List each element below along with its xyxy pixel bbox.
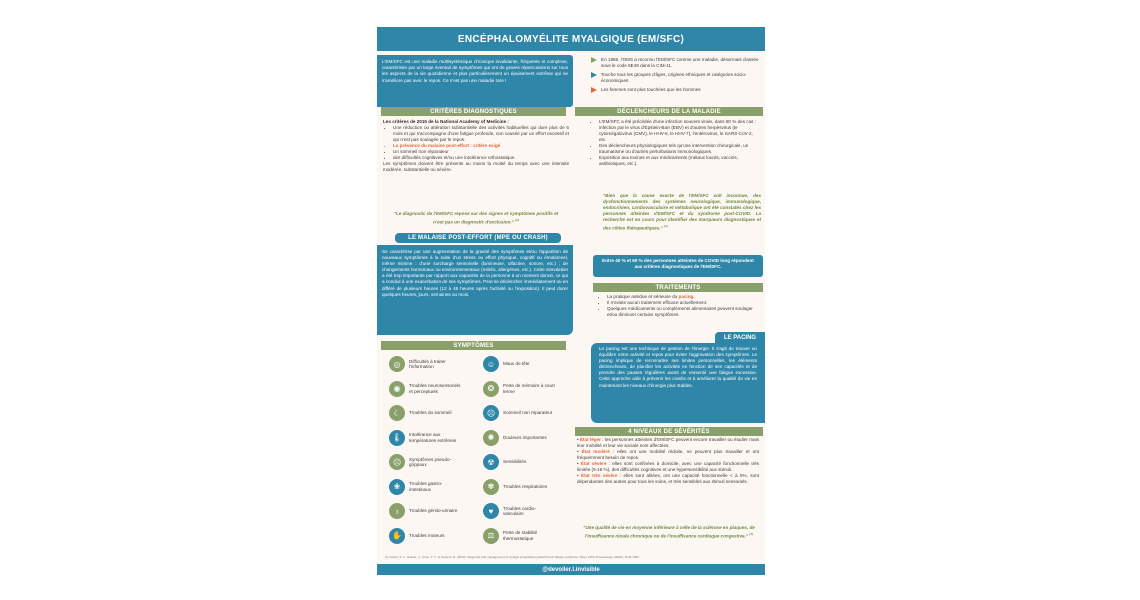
sensitivity-icon: ☢ [483, 454, 499, 470]
criteria-lead: Les critères de 2015 de la National Academy of Medicine : [383, 119, 509, 124]
symptom-item [389, 426, 479, 451]
senses-icon: ◉ [389, 381, 405, 397]
symptom-label: Troubles gastro-intestinaux [409, 481, 443, 492]
symptom-label: Douleurs importantes [503, 434, 547, 440]
symptom-label: Troubles du sommeil [409, 410, 452, 416]
symptom-label: Troubles respiratoires [503, 483, 548, 489]
page-title: ENCÉPHALOMYÉLITE MYALGIQUE (EM/SFC) [377, 27, 765, 51]
symptom-item [389, 524, 479, 549]
intro-box: L'EM/SFC est une maladie multisystémique chronique invalidante, fréquente et complexe, caractérisée par un large éventail de symptômes qui ont de graves répercussions sur tous les aspects de la vie quotidienne et plus particulièrement un épuisement extrême qui ne s'améliore pas avec le repos. Ce n'est pas une maladie rare ! [377, 55, 573, 107]
symptom-item [483, 401, 573, 426]
reference-note: (1) Grach, S. L., Seltzer, J., Chon, T. Y., & Ganesh, R. (2023). Diagnosis and management of myalgic encephalomyelitis/chronic fatigue syndrome. Mayo Clinic Proceedings, 98(10), 1544-1551. [385, 555, 640, 559]
symptom-label: Perte de mémoire à court terme [503, 383, 555, 394]
symptom-item [483, 524, 573, 549]
severity-level: • État léger : les personnes atteintes d'EM/SFC peuvent encore travailler ou étudier mais leur mobilité et leur vie sociale sont affectées. [577, 437, 759, 448]
symptoms-heading: SYMPTÔMES [381, 341, 566, 350]
symptom-label: Sommeil non réparateur [503, 410, 553, 416]
stability-icon: ⚖ [483, 528, 499, 544]
fact-item: Touche tous les groupes d'âges, origines ethniques et catégories socio-économiques. [591, 72, 759, 84]
infographic-poster [377, 27, 765, 575]
symptom-item [389, 475, 479, 500]
symptom-item [389, 499, 479, 524]
criteria-bullet: • La présence du malaise post-effort : critère exigé [393, 143, 569, 149]
symptom-label: Troubles cardio-vasculaire [503, 505, 537, 517]
fact-item: Les femmes sont plus touchées que les hommes [591, 87, 759, 93]
arrow-icon [591, 87, 597, 93]
pacing-heading: LE PACING [715, 332, 765, 343]
treatments-section [597, 294, 757, 318]
mpe-box: Se caractérise par une augmentation de la gravité des symptômes et/ou l'apparition de nouveaux symptômes à la suite d'un stress ou effort physique, cognitif ou émotionnel, même minime : d'une surcharge sensorielle (lumineuse, olfactive, sonore, etc.) ; de changements hormonaux ou environnementaux (météo, allergènes, etc.). Cette stimulation a été trop importante par rapport aux capacités de la personne à un moment donné, ce qui a conduit à une exacerbation de ses symptômes. Peut se déclencher immédiatement ou en différé de plusieurs heures (12 à 48 heures après l'activité ou l'exposition). Il peut durer quelques heures, jours, semaines ou mois. [377, 245, 573, 335]
symptom-label: Difficultés à traiter l'information [409, 358, 446, 370]
criteria-bullet: • Un sommeil non réparateur [393, 149, 569, 155]
treatments-heading: TRAITEMENTS [593, 283, 763, 292]
pain-icon: ✺ [483, 430, 499, 446]
symptom-label: Perte de stabilité thermostatique [503, 530, 538, 541]
brain-icon: ◎ [389, 356, 405, 372]
trigger-bullet: • L'EM/SFC a été précédée d'une infection souvent virale, dans 80 % des cas : infection par le virus d'Epstein-Barr (EBV) et d'autres herpèsvirus (le cytomégalovirus (CMV), le HHV-6, le HHV-7), l'entérovirus, le SARS-CoV-2, etc. [599, 119, 759, 143]
triggers-heading: DÉCLENCHEURS DE LA MALADIE [575, 107, 763, 116]
pacing-box: Le pacing est une technique de gestion de l'énergie. Il s'agit de trouver un équilibre entre activité et repos pour éviter l'aggravation des symptômes. Le pacing implique de reconnaître ses limites personnelles, les éléments déclencheurs, de planifier les activités en fonction de ses capacités et de prendre des pauses régulières avant de ressentir une fatigue excessive. Cette approche aide à prévenir les crashs et à améliorer la qualité de vie en maintenant les niveaux d'énergie plus stables. [591, 343, 765, 423]
criteria-bullet: • Une réduction ou altération substantielle des activités habituelles qui dure plus de 6 mois et qui s'accompagne d'une fatigue profonde, non causée par un effort excessif et qui n'est pas soulagée par le repos. [393, 125, 569, 143]
flu-icon: ☹ [389, 454, 405, 470]
symptoms-left-column [389, 352, 479, 548]
symptom-label: Troubles neurosensoriels et perceptuels [409, 383, 461, 394]
headache-icon: ☺ [483, 356, 499, 372]
symptom-item [483, 352, 573, 377]
symptom-item [389, 401, 479, 426]
covid-box: Entre 40 % et 60 % des personnes atteintes de COVID long répondent aux critères diagnostiques de l'EM/SFC. [593, 255, 763, 277]
symptom-item [483, 426, 573, 451]
arrow-icon [591, 72, 597, 78]
symptom-item [483, 475, 573, 500]
footer-handle: @devoiler.l.invisible [377, 564, 765, 575]
symptom-label: Troubles moteurs [409, 532, 445, 538]
treatment-bullet: • Il n'existe aucun traitement efficace actuellement. [607, 300, 757, 306]
mpe-heading: LE MALAISE POST-EFFORT (MPE OU CRASH) [395, 233, 561, 243]
symptom-item [483, 450, 573, 475]
symptom-item [389, 450, 479, 475]
severity-level: • État modéré : elles ont une mobilité réduite, ne peuvent plus travailler et ont fréquemment besoin de repos. [577, 449, 759, 460]
lungs-icon: ✾ [483, 479, 499, 495]
criteria-quote: "Le diagnostic de l'EM/SFC repose sur des signes et symptômes positifs et n'est pas un diagnostic d'exclusion." $^{(1)}$ [393, 211, 559, 225]
criteria-note: Les symptômes doivent être présents au moins la moitié du temps avec une intensité modérée, substantielle ou sévère. [383, 161, 569, 172]
criteria-bullet: • des difficultés cognitives et/ou une intolérance orthostatique. [393, 155, 569, 161]
treatment-bullet: • La pratique assidue et sérieuse du pacing. [607, 294, 757, 300]
symptom-label: Sensibilités [503, 459, 527, 465]
heart-icon: ♥ [483, 503, 499, 519]
thermometer-icon: 🌡 [389, 430, 405, 446]
symptoms-right-column [483, 352, 573, 548]
symptom-item [483, 377, 573, 402]
severity-quote: "Une qualité de vie en moyenne inférieure à celle de la sclérose en plaques, de l'insuffisance rénale chronique ou de l'insuffisance cardiaque congestive." $^{(1)}$ [583, 525, 755, 539]
pacing-highlight: pacing. [678, 294, 695, 299]
symptom-label: Intolérance aux températures extrêmes [409, 432, 457, 443]
tired-icon: ☹ [483, 405, 499, 421]
fact-item: En 1969, l'OMS a reconnu l'EM/SFC comme une maladie, désormais classée sous le code 8E49 dans la CIM-11. [591, 57, 759, 69]
key-facts [591, 57, 759, 96]
symptom-item [483, 499, 573, 524]
arrow-icon [591, 57, 597, 63]
severity-heading: 4 NIVEAUX DE SÉVÉRITÉS [575, 427, 763, 436]
memory-icon: ❂ [483, 381, 499, 397]
criteria-heading: CRITÈRES DIAGNOSTIQUES [381, 107, 566, 116]
urinary-icon: ♁ [389, 503, 405, 519]
symptom-item [389, 352, 479, 377]
trigger-bullet: • Exposition aux toxines et aux médicaments (métaux lourds, vaccins, antibiotiques, etc.). [599, 155, 759, 167]
symptom-item [389, 377, 479, 402]
triggers-quote: "Bien que la cause exacte de l'EM/SFC soit inconnue, des dysfonctionnements des systèmes neurologique, immunologique, endocrinien, cardiovasculaire et métabolique ont été constatés chez les personnes atteintes d'EM/SFC et du syndrome post-COVID. La recherche est en cours pour identifier des marqueurs diagnostiques et des cibles thérapeutiques." $^{(1)}$ [603, 193, 761, 231]
symptom-label: Troubles génito-urinaire [409, 508, 458, 514]
motor-icon: ✋ [389, 528, 405, 544]
severity-level: • État sévère : elles sont confinées à domicile, avec une capacité fonctionnelle très limitée (5-15 %), des difficultés cognitives et une hypersensibilité aux stimuli. [577, 461, 759, 472]
triggers-section [589, 119, 759, 167]
sleep-icon: ☾ [389, 405, 405, 421]
symptom-label: Symptômes pseudo-grippaux [409, 456, 452, 468]
symptom-label: Maux de tête [503, 361, 530, 367]
criteria-section [383, 119, 569, 173]
treatment-bullet: • Quelques médicaments ou compléments alimentaires peuvent soulager et/ou diminuer certains symptômes. [607, 306, 757, 318]
severity-section [577, 437, 759, 485]
stomach-icon: ❀ [389, 479, 405, 495]
severity-level: • État très sévère : elles sont alitées, ont une capacité fonctionnelle < à 5%, sont dépendantes des autres pour tous les soins, et très sensibles aux stimuli sensoriels. [577, 473, 759, 484]
trigger-bullet: • Des déclencheurs physiologiques tels qu'une intervention chirurgicale, un traumatisme ou d'autres perturbations immunologiques. [599, 143, 759, 155]
